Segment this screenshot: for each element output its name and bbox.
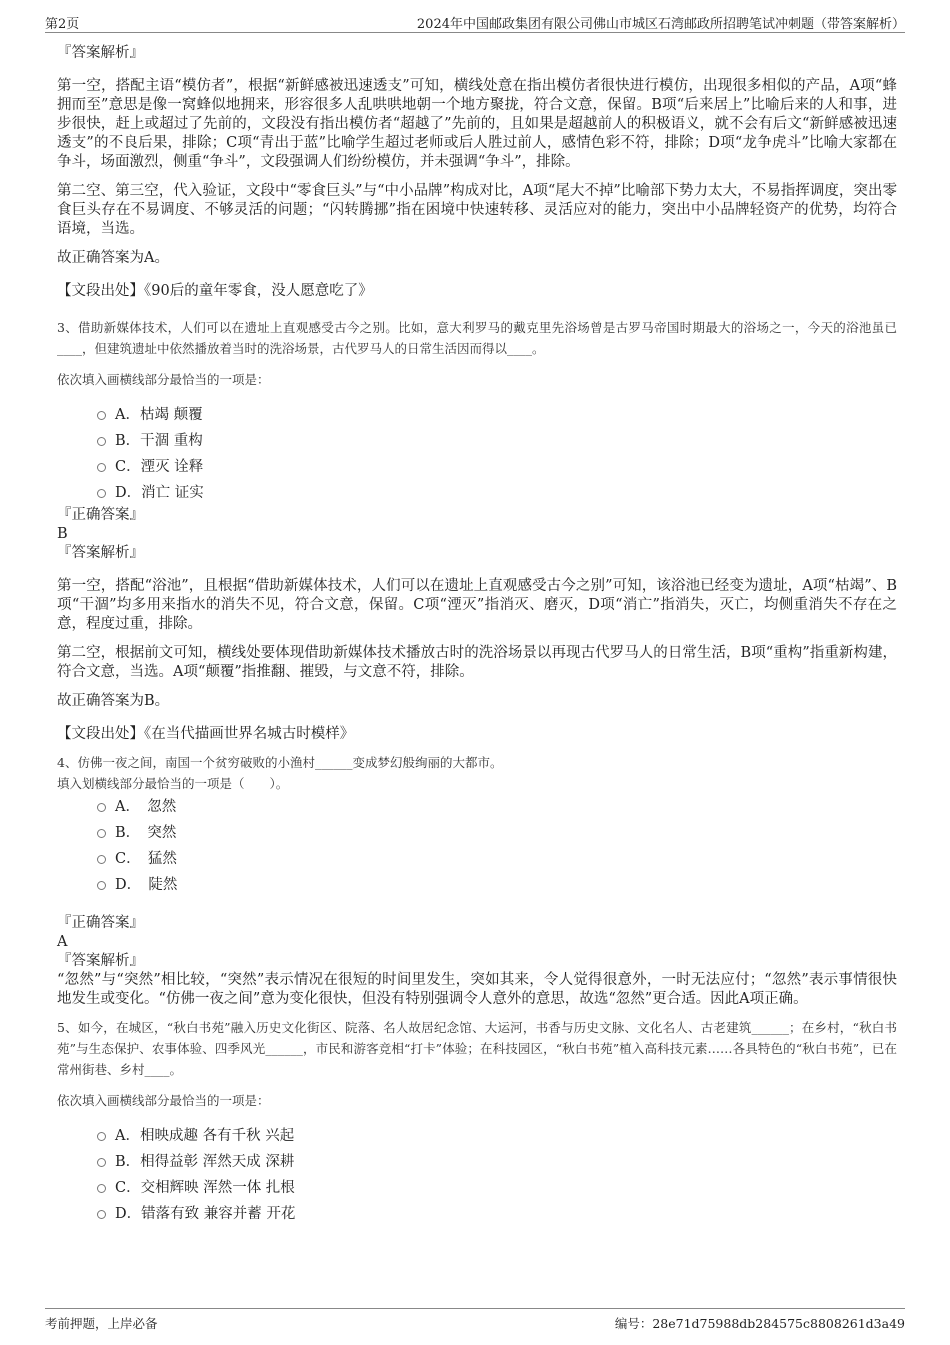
q3-option-b[interactable]: B．干涸 重构 — [57, 428, 897, 454]
radio-icon[interactable] — [97, 411, 106, 420]
q4-option-b[interactable]: B． 突然 — [57, 820, 897, 846]
q2-analysis-label: 『答案解析』 — [57, 45, 144, 61]
q5-option-d[interactable]: D．错落有致 兼容并蓄 开花 — [57, 1201, 897, 1227]
q3-source: 【文段出处】《在当代描画世界名城古时模样》 — [57, 726, 355, 742]
q5-prompt: 依次填入画横线部分最恰当的一项是： — [57, 1093, 270, 1108]
q3-analysis-label: 『答案解析』 — [57, 545, 144, 561]
q2-conclusion: 故正确答案为A。 — [57, 250, 169, 266]
q4-option-a[interactable]: A． 忽然 — [57, 794, 897, 820]
q4-analysis-paragraph-1: “忽然”与“突然”相比较，“突然”表示情况在很短的时间里发生，突如其来，令人觉得很意外，一时无法应付；“忽然”表示事情很快地发生或变化。“仿佛一夜之间”意为变化很快，但没有特别强调令人意外的意思，故选“忽然”更合适。因此A项正确。 — [57, 972, 897, 1007]
radio-icon[interactable] — [97, 881, 106, 890]
radio-icon[interactable] — [97, 1132, 106, 1141]
q4-correct-label: 『正确答案』 — [57, 915, 144, 931]
q3-correct-answer: B — [57, 526, 68, 542]
q3-options — [57, 402, 897, 506]
q5-option-a[interactable]: A．相映成趣 各有千秋 兴起 — [57, 1123, 897, 1149]
q2-analysis-paragraph-2: 第二空、第三空，代入验证，文段中“零食巨头”与“中小品牌”构成对比，A项“尾大不掉”比喻部下势力太大，不易指挥调度，突出零食巨头存在不易调度、不够灵活的问题；“闪转腾挪”指在困境中快速转移、灵活应对的能力，突出中小品牌轻资产的优势，均符合语境，当选。 — [57, 183, 897, 237]
document-id: 编号：28e71d75988db284575c8808261d3a49 — [614, 1316, 905, 1331]
q5-options — [57, 1123, 897, 1227]
q5-option-c[interactable]: C．交相辉映 浑然一体 扎根 — [57, 1175, 897, 1201]
page-number: 第2页 — [45, 17, 80, 32]
q4-stem: 4、仿佛一夜之间，南国一个贫穷破败的小渔村______变成梦幻般绚丽的大都市。 — [57, 755, 503, 770]
radio-icon[interactable] — [97, 829, 106, 838]
q3-option-a[interactable]: A．枯竭 颠覆 — [57, 402, 897, 428]
q3-stem: 3、借助新媒体技术，人们可以在遗址上直观感受古今之别。比如，意大利罗马的戴克里先浴场曾是古罗马帝国时期最大的浴场之一，今天的浴池虽已____，但建筑遗址中依然播放着当时的洗浴场景，古代罗马人的日常生活因而得以____。 — [57, 320, 897, 356]
q5-option-b[interactable]: B．相得益彰 浑然天成 深耕 — [57, 1149, 897, 1175]
q5-stem: 5、如今，在城区，“秋白书苑”融入历史文化街区、院落、名人故居纪念馆、大运河，书香与历史文脉、文化名人、古老建筑______；在乡村，“秋白书苑”与生态保护、农事体验、四季风光______，市民和游客竞相“打卡”体验；在科技园区，“秋白书苑”植入高科技元素……各具特色的“秋白书苑”，已在常州街巷、乡村____。 — [57, 1020, 897, 1077]
radio-icon[interactable] — [97, 463, 106, 472]
page-content — [57, 44, 897, 1227]
radio-icon[interactable] — [97, 1184, 106, 1193]
page-header — [45, 10, 905, 33]
q4-option-c[interactable]: C． 猛然 — [57, 846, 897, 872]
q3-option-c[interactable]: C．湮灭 诠释 — [57, 454, 897, 480]
q4-prompt: 填入划横线部分最恰当的一项是（ ）。 — [57, 776, 289, 791]
q3-analysis-paragraph-2: 第二空，根据前文可知，横线处要体现借助新媒体技术播放古时的洗浴场景以再现古代罗马人的日常生活，B项“重构”指重新构建，符合文意，当选。A项“颠覆”指推翻、摧毁，与文意不符，排除。 — [57, 645, 897, 680]
q3-correct-label: 『正确答案』 — [57, 507, 144, 523]
q3-conclusion: 故正确答案为B。 — [57, 693, 170, 709]
page-footer — [45, 1308, 905, 1331]
q4-option-d[interactable]: D． 陡然 — [57, 872, 897, 898]
q4-options — [57, 794, 897, 898]
footer-slogan: 考前押题，上岸必备 — [45, 1316, 158, 1331]
q2-analysis-paragraph-1: 第一空，搭配主语“模仿者”，根据“新鲜感被迅速透支”可知，横线处意在指出模仿者很快进行模仿，出现很多相似的产品，A项“蜂拥而至”意思是像一窝蜂似地拥来，形容很多人乱哄哄地朝一个地方聚拢，符合文意，保留。B项“后来居上”比喻后来的人和事，进步很快，赶上或超过了先前的，文段没有指出模仿者“超越了”先前的，且如果是超越前人的积极语义，就不会有后文“新鲜感被迅速透支”的不良后果，排除；C项“青出于蓝”比喻学生超过老师或后人胜过前人，感情色彩不符，排除；D项“龙争虎斗”比喻大家都在争斗，场面激烈，侧重“争斗”，文段强调人们纷纷模仿，并未强调“争斗”，排除。 — [57, 78, 897, 170]
radio-icon[interactable] — [97, 1158, 106, 1167]
q3-prompt: 依次填入画横线部分最恰当的一项是： — [57, 372, 270, 387]
document-title: 2024年中国邮政集团有限公司佛山市城区石湾邮政所招聘笔试冲刺题（带答案解析） — [416, 17, 905, 32]
radio-icon[interactable] — [97, 437, 106, 446]
q2-source: 【文段出处】《90后的童年零食，没人愿意吃了》 — [57, 283, 373, 299]
radio-icon[interactable] — [97, 489, 106, 498]
q3-analysis-paragraph-1: 第一空，搭配“浴池”，且根据“借助新媒体技术，人们可以在遗址上直观感受古今之别”可知，该浴池已经变为遗址，A项“枯竭”、B项“干涸”均多用来指水的消失不见，符合文意，保留。C项“湮灭”指消灭、磨灭，D项“消亡”指消失，灭亡，均侧重消失不存在之意，程度过重，排除。 — [57, 578, 897, 632]
radio-icon[interactable] — [97, 803, 106, 812]
q3-option-d[interactable]: D．消亡 证实 — [57, 480, 897, 506]
q4-analysis-label: 『答案解析』 — [57, 953, 144, 969]
q4-correct-answer: A — [57, 934, 68, 950]
radio-icon[interactable] — [97, 855, 106, 864]
radio-icon[interactable] — [97, 1210, 106, 1219]
